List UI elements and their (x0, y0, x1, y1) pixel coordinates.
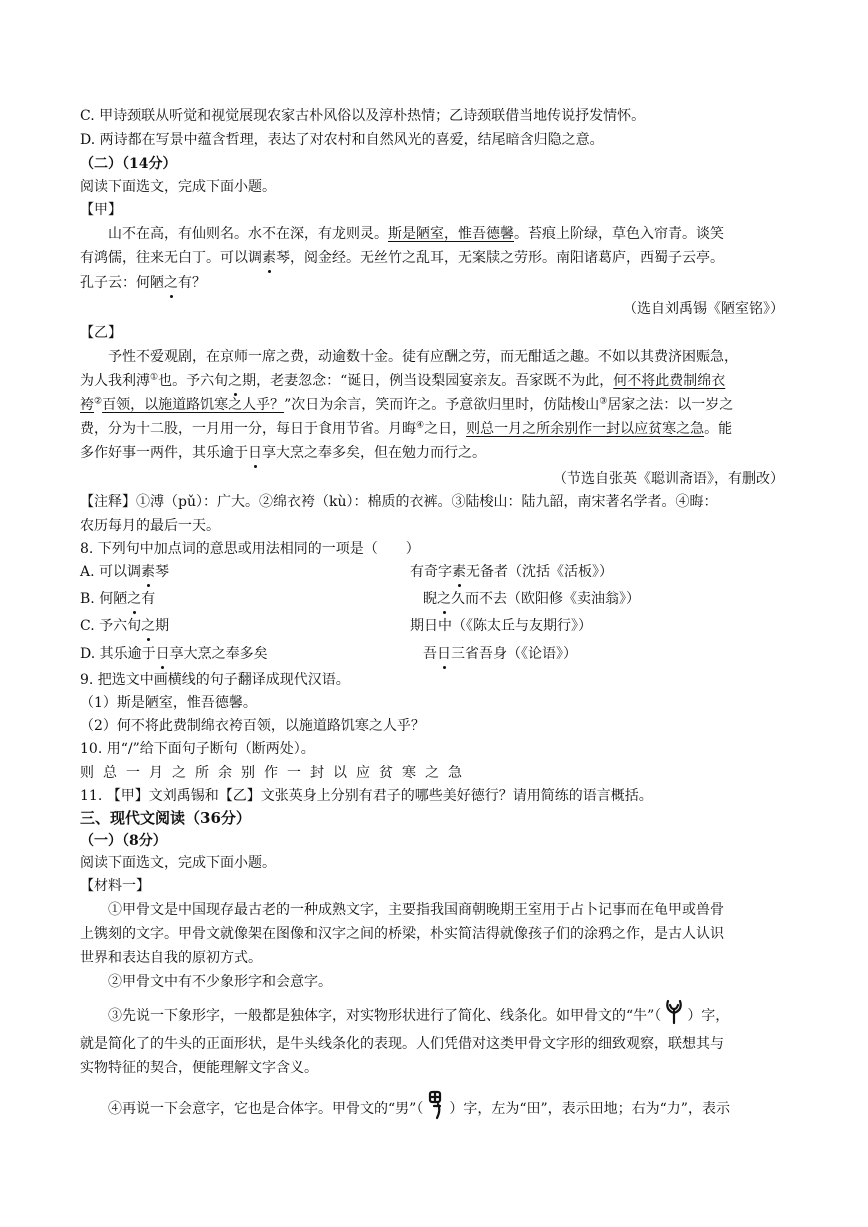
dotted-char: 之 (164, 271, 178, 295)
material-line: 上镌刻的文字。甲骨文就像架在图像和汉字之间的桥梁，朴实简洁得就像孩子们的涂鸦之作，是古人认识 (80, 926, 724, 942)
material-line: 世界和表达自我的原初方式。 (80, 950, 262, 966)
yi-source: （节选自张英《聪训斋语》，有删改） (553, 471, 784, 487)
jia-line: 孔子云：何陋之有？ (80, 271, 800, 295)
jia-line: 山不在高，有仙则名。水不在深，有龙则灵。斯是陋室，惟吾德馨。苔痕上阶绿，草色入帘青。谈笑 (108, 226, 724, 242)
jia-source: （选自刘禹锡《陋室铭》） (623, 301, 784, 317)
question-8-option-c: C. 予六旬之期 期日中（《陈太丘与友期行》） (80, 614, 800, 638)
dotted-char: 日 (248, 441, 262, 465)
notes-line: 农历每月的最后一天。 (80, 518, 220, 534)
question-8-option-d: D. 其乐逾于日享大烹之奉多矣 吾日三省吾身（《论语》） (80, 642, 800, 666)
notes-line: 【注释】①溥（pǔ）：广大。②绵衣袴（kù）：棉质的衣裤。③陆梭山：陆九韶，南宋著名学者。④晦： (80, 494, 718, 510)
material-line: ④再说一下会意字，它也是合体字。甲骨文的“男”（ ）字，左为“田”，表示田地；右为“力”，表示 (108, 1090, 798, 1128)
passage-label-yi: 【乙】 (80, 325, 122, 341)
jia-line: 有鸿儒，往来无白丁。可以调素琴，阅金经。无丝竹之乱耳，无案牍之劳形。南阳诸葛庐，西蜀子云亭。 (80, 246, 800, 270)
yi-line: 多作好事一两件，其乐逾于日享大烹之奉多矣，但在勉力而行之。 (80, 441, 800, 465)
part-heading: 三、现代文阅读（36分） (80, 809, 251, 827)
footnote-mark: ④ (416, 420, 425, 431)
dotted-char: 素 (262, 246, 276, 270)
footnote-mark: ① (150, 372, 159, 383)
footnote-mark: ② (94, 396, 103, 407)
material-line: ③先说一下象形字，一般都是独体字，对实物形状进行了简化、线条化。如甲骨文的“牛”（ ）字， (108, 999, 798, 1033)
reading-instruction: 阅读下面选文，完成下面小题。 (80, 855, 276, 871)
yi-line: 袴②百领，以施道路饥寒之人乎？”次日为余言，笑而许之。予意欲归里时，仿陆梭山③居家之法：以一岁之 (80, 396, 734, 413)
question-10-sentence: 则总一月之所余别作一封以应贫寒之急 (80, 765, 471, 781)
yi-line: 予性不爱观剧，在京师一席之费，动逾数十金。徒有应酬之劳，而无酣适之趣。不如以其费济困赈急， (108, 349, 738, 365)
dotted-char: 之 (228, 369, 242, 393)
option-d: D. 两诗都在写景中蕴含哲理，表达了对农村和自然风光的喜爱，结尾暗含归隐之意。 (80, 132, 604, 148)
material-line: 实物特征的契合，便能理解文字含义。 (80, 1060, 318, 1076)
underlined-sentence: 则总一月之所余别作一封以应贫寒之急 (466, 421, 705, 437)
material-line: ②甲骨文中有不少象形字和会意字。 (108, 974, 332, 990)
option-c: C. 甲诗颈联从听觉和视觉展现农家古朴风俗以及淳朴热情；乙诗颈联借当地传说抒发情怀。 (80, 108, 646, 124)
section-heading: （一）（8分） (80, 833, 167, 849)
underlined-sentence: 何不将此费制绵衣 (613, 373, 726, 389)
question-9-stem: 9. 把选文中画横线的句子翻译成现代汉语。 (80, 672, 350, 688)
reading-instruction: 阅读下面选文，完成下面小题。 (80, 179, 276, 195)
section-heading: （二）（14分） (80, 156, 177, 172)
question-9-item: （2）何不将此费制绵衣袴百领，以施道路饥寒之人乎？ (80, 718, 425, 734)
question-8-option-b: B. 何陋之有 睨之久而不去（欧阳修《卖油翁》） (80, 587, 800, 611)
question-10-stem: 10. 用“/”给下面句子断句（断两处）。 (80, 741, 315, 757)
question-8-stem: 8. 下列句中加点词的意思或用法相同的一项是（ ） (80, 541, 420, 557)
passage-label-jia: 【甲】 (80, 202, 122, 218)
yi-line: 费，分为十二股，一月用一分，每日于食用节省。月晦④之日，则总一月之所余别作一封以应贫寒之急。能 (80, 420, 733, 437)
question-8-option-a: A. 可以调素琴 有奇字素无备者（沈括《活板》） (80, 560, 800, 584)
material-line: 就是简化了的牛头的正面形状，是牛头线条化的表现。人们凭借对这类甲骨文字形的细致观察，联想其与 (80, 1036, 724, 1052)
underlined-sentence: 斯是陋室，惟吾德馨 (388, 226, 514, 242)
footnote-mark: ③ (599, 396, 608, 407)
yi-line: 为人我利溥①也。予六旬之期，老妻忽念：“诞日，例当设梨园宴亲友。吾家既不为此，何不将此费制绵衣 (80, 369, 800, 393)
oracle-male-glyph-icon (427, 1090, 445, 1128)
question-11-stem: 11. 【甲】文刘禹锡和【乙】文张英身上分别有君子的哪些美好德行？请用简练的语言概括。 (80, 788, 653, 804)
material-line: ①甲骨文是中国现存最古老的一种成熟文字，主要指我国商朝晚期王室用于占卜记事而在龟甲或兽骨 (108, 902, 724, 918)
oracle-ox-glyph-icon (665, 999, 683, 1033)
material-label: 【材料一】 (80, 878, 150, 894)
question-9-item: （1）斯是陋室，惟吾德馨。 (80, 695, 257, 711)
